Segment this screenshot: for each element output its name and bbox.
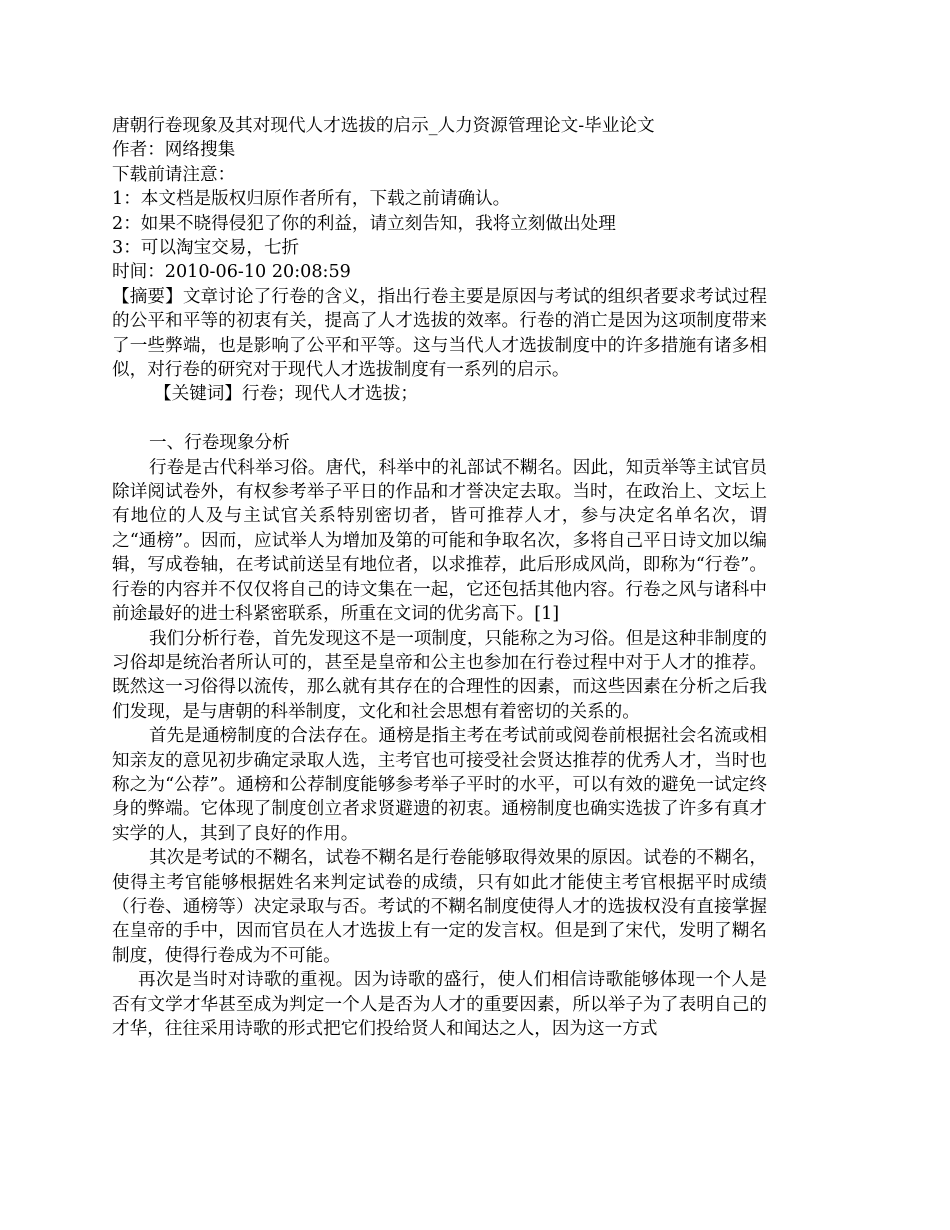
- body-paragraph-2: 我们分析行卷，首先发现这不是一项制度，只能称之为习俗。但是这种非制度的习俗却是统治者所认可的，甚至是皇帝和公主也参加在行卷过程中对于人才的推荐。既然这一习俗得以流传，那么就有其存在的合理性的因素，而这些因素在分析之后我们发现，是与唐朝的科举制度，文化和社会思想有着密切的关系的。: [112, 628, 767, 722]
- body-paragraph-1: 行卷是古代科举习俗。唐代，科举中的礼部试不糊名。因此，知贡举等主试官员除详阅试卷外，有权参考举子平日的作品和才誉决定去取。当时，在政治上、文坛上有地位的人及与主试官关系特别密切者，皆可推荐人才，参与决定名单名次，谓之“通榜”。因而，应试举人为增加及第的可能和争取名次，多将自己平日诗文加以编辑，写成卷轴，在考试前送呈有地位者，以求推荐，此后形成风尚，即称为“行卷”。 行卷的内容并不仅仅将自己的诗文集在一起，它还包括其他内容。行卷之风与诸科中前途最好的进士科紧密联系，所重在文词的优劣高下。[1]: [112, 457, 767, 625]
- blank-line: [112, 407, 767, 431]
- notice-item-3: 3：可以淘宝交易，七折: [112, 238, 300, 259]
- body-paragraph-3: 首先是通榜制度的合法存在。通榜是指主考在考试前或阅卷前根据社会名流或相知亲友的意见初步确定录取人选，主考官也可接受社会贤达推荐的优秀人才，当时也称之为“公荐”。通榜和公荐制度能够参考举子平时的水平，可以有效的避免一试定终身的弊端。它体现了制度创立者求贤避遗的初衷。通榜制度也确实选拔了许多有真才实学的人，其到了良好的作用。: [112, 726, 767, 844]
- keywords-line: 【关键词】行卷；现代人才选拔；: [154, 384, 418, 405]
- doc-author: 作者：网络搜集: [112, 140, 236, 161]
- abstract-paragraph: 【摘要】文章讨论了行卷的含义，指出行卷主要是原因与考试的组织者要求考试过程的公平和平等的初衷有关，提高了人才选拔的效率。行卷的消亡是因为这项制度带来了一些弊端，也是影响了公平和平等。这与当代人才选拔制度中的许多措施有诸多相似，对行卷的研究对于现代人才选拔制度有一系列的启示。: [112, 286, 767, 381]
- notice-item-2: 2：如果不晓得侵犯了你的利益，请立刻告知，我将立刻做出处理: [112, 213, 616, 234]
- body-paragraph-4: 其次是考试的不糊名，试卷不糊名是行卷能够取得效果的原因。试卷的不糊名，使得主考官能够根据姓名来判定试卷的成绩，只有如此才能使主考官根据平时成绩（行卷、通榜等）决定录取与否。考试的不糊名制度使得人才的选拔权没有直接掌握在皇帝的手中，因而官员在人才选拔上有一定的发言权。但是到了宋代，发明了糊名制度，使得行卷成为不可能。: [112, 848, 767, 966]
- doc-title: 唐朝行卷现象及其对现代人才选拔的启示_人力资源管理论文-毕业论文: [112, 116, 655, 136]
- section-heading: 一、行卷现象分析: [149, 433, 290, 454]
- notice-item-1: 1：本文档是版权归原作者所有，下载之前请确认。: [112, 189, 511, 210]
- doc-timestamp: 时间：2010-06-10 20:08:59: [112, 262, 351, 283]
- body-paragraph-5: 再次是当时对诗歌的重视。因为诗歌的盛行，使人们相信诗歌能够体现一个人是否有文学才华甚至成为判定一个人是否为人才的重要因素，所以举子为了表明自己的才华，往往采用诗歌的形式把它们投给贤人和闻达之人，因为这一方式: [112, 970, 767, 1040]
- document-page: [112, 114, 767, 1041]
- notice-heading: 下载前请注意：: [112, 164, 236, 185]
